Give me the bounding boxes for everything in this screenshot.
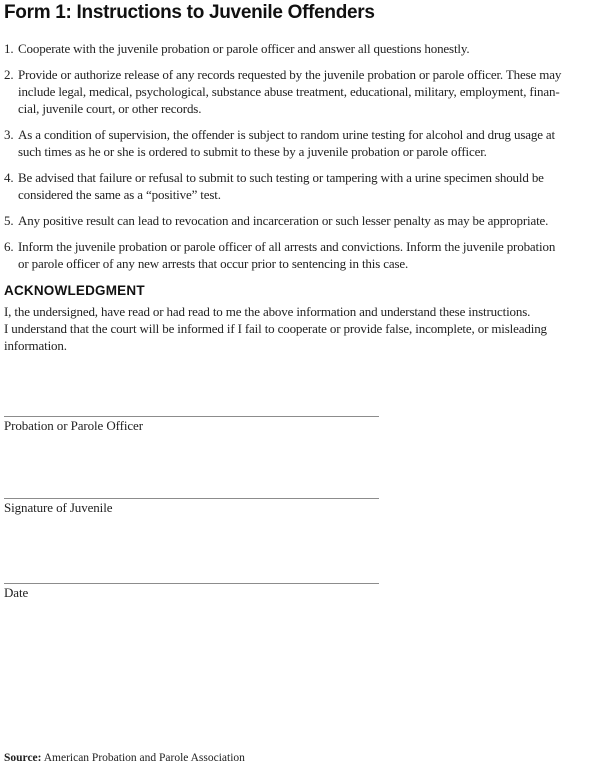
item-number: 6.: [4, 239, 14, 254]
instruction-text-line: Cooperate with the juvenile probation or parole officer and answer all questions honestly.: [18, 41, 470, 56]
source-text: American Probation and Parole Association: [41, 752, 245, 764]
instruction-item-3: [4, 126, 612, 160]
item-number: 4.: [4, 170, 14, 185]
item-number: 2.: [4, 67, 14, 82]
signature-label-date: Date: [4, 585, 29, 600]
instruction-text-line: Be advised that failure or refusal to submit to such testing or tampering with a urine specimen should be: [18, 170, 544, 185]
instruction-text-line: such times as he or she is ordered to submit to these by a juvenile probation or parole officer.: [18, 144, 487, 159]
instruction-text-line: include legal, medical, psychological, substance abuse treatment, educational, military, employment, finan-: [18, 84, 560, 99]
signature-field-date: [4, 583, 379, 601]
instruction-item-5: [4, 212, 612, 229]
instruction-item-2: [4, 66, 612, 117]
instruction-item-6: [4, 238, 612, 272]
acknowledgment-paragraph: [4, 303, 612, 354]
item-number: 3.: [4, 127, 14, 142]
signature-field-probation-officer: [4, 416, 379, 434]
instruction-item-1: [4, 40, 612, 57]
page-title: Form 1: Instructions to Juvenile Offenders: [4, 2, 375, 23]
instruction-text-line: or parole officer of any new arrests that occur prior to sentencing in this case.: [18, 256, 409, 271]
instruction-text-line: As a condition of supervision, the offender is subject to random urine testing for alcohol and drug usage at: [18, 127, 556, 142]
instruction-text-line: Any positive result can lead to revocation and incarceration or such lesser penalty as may be appropriate.: [18, 213, 549, 228]
acknowledgment-heading: ACKNOWLEDGMENT: [4, 283, 145, 298]
item-number: 5.: [4, 213, 14, 228]
instructions-list: [4, 40, 612, 272]
signature-label-juvenile: Signature of Juvenile: [4, 500, 113, 515]
source-attribution: [4, 751, 245, 765]
acknowledgment-text-line: information.: [4, 338, 67, 353]
instruction-item-4: [4, 169, 612, 203]
instruction-text-line: cial, juvenile court, or other records.: [18, 101, 202, 116]
signature-field-juvenile: [4, 498, 379, 516]
instruction-text-line: considered the same as a “positive” test.: [18, 187, 221, 202]
instruction-text-line: Inform the juvenile probation or parole officer of all arrests and convictions. Inform the juvenile probation: [18, 239, 556, 254]
instruction-text-line: Provide or authorize release of any records requested by the juvenile probation or parole officer. These may: [18, 67, 562, 82]
item-number: 1.: [4, 41, 14, 56]
source-label: Source:: [4, 752, 42, 764]
acknowledgment-text-line: I understand that the court will be informed if I fail to cooperate or provide false, incomplete, or misleading: [4, 321, 547, 336]
acknowledgment-text-line: I, the undersigned, have read or had read to me the above information and understand these instructions.: [4, 304, 531, 319]
signature-label-probation-officer: Probation or Parole Officer: [4, 418, 143, 433]
